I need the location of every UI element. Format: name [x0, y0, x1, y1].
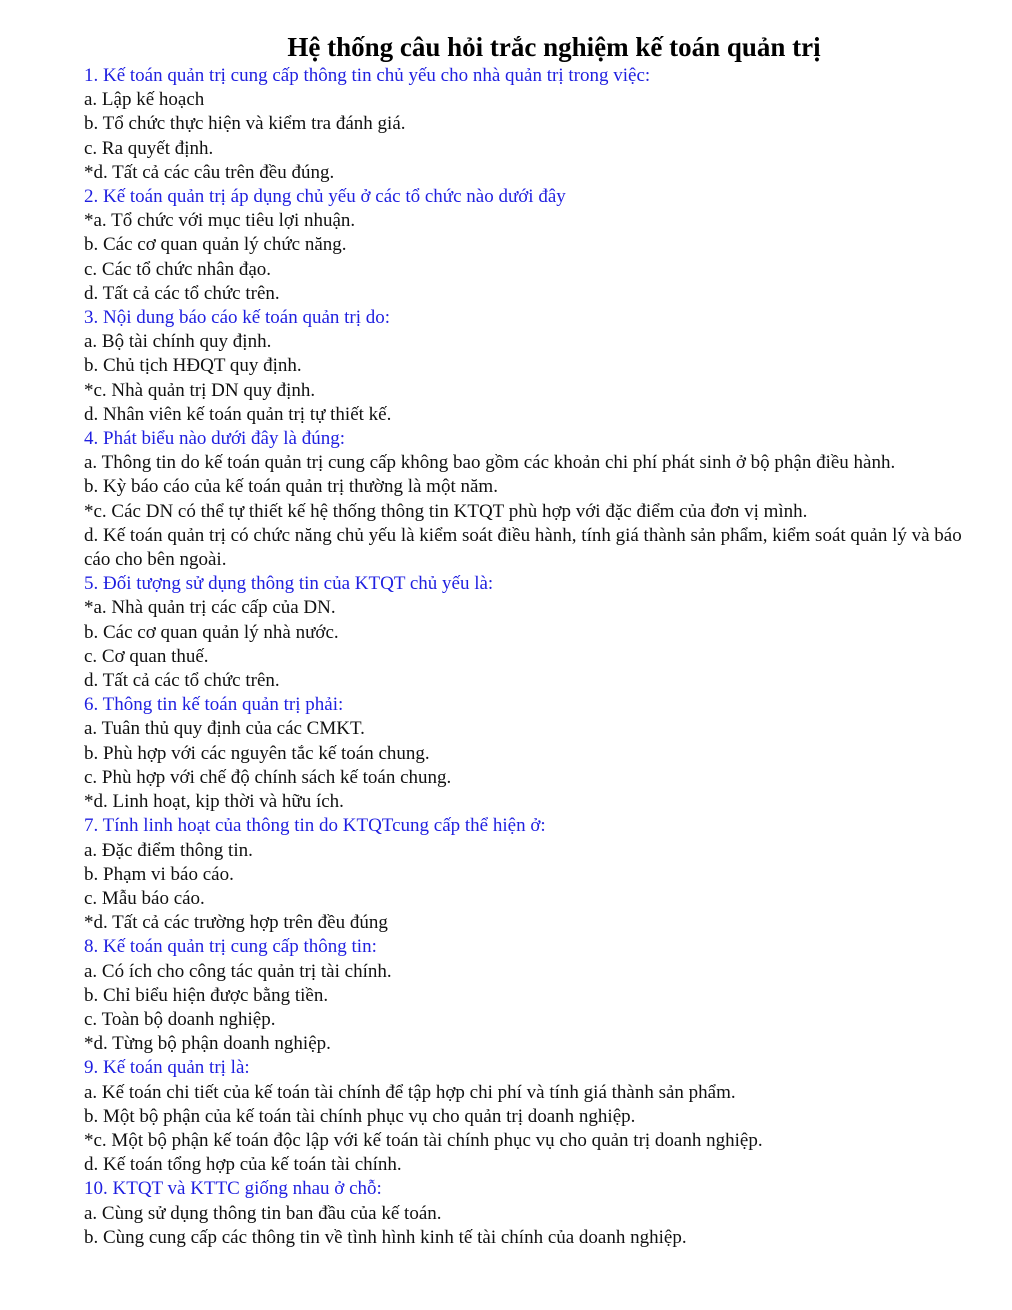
answer-option: *d. Tất cả các trường hợp trên đều đúng [84, 912, 388, 934]
answer-option: *c. Các DN có thể tự thiết kế hệ thống thông tin KTQT phù hợp với đặc điểm của đơn vị mình. [84, 500, 808, 522]
document [84, 30, 984, 1250]
question-text: 2. Kế toán quản trị áp dụng chủ yếu ở các tổ chức nào dưới đây [84, 186, 566, 208]
answer-option: *c. Một bộ phận kế toán độc lập với kế toán tài chính phục vụ cho quản trị doanh nghiệp. [84, 1129, 763, 1151]
answer-option: b. Kỳ báo cáo của kế toán quản trị thường là một năm. [84, 476, 498, 498]
question-block [84, 1056, 984, 1177]
answer-option: b. Chỉ biểu hiện được bằng tiền. [84, 984, 329, 1006]
question-block [84, 693, 984, 814]
question-block [84, 1177, 984, 1250]
question-text: 7. Tính linh hoạt của thông tin do KTQTcung cấp thể hiện ở: [84, 815, 546, 837]
question-text: 8. Kế toán quản trị cung cấp thông tin: [84, 936, 377, 958]
answer-option: a. Tuân thủ quy định của các CMKT. [84, 718, 365, 740]
question-block [84, 427, 984, 572]
question-block [84, 935, 984, 1056]
answer-option: b. Một bộ phận của kế toán tài chính phục vụ cho quản trị doanh nghiệp. [84, 1105, 636, 1127]
question-block [84, 306, 984, 427]
answer-option: b. Chủ tịch HĐQT quy định. [84, 355, 302, 377]
answer-option: c. Mẫu báo cáo. [84, 887, 205, 909]
answer-option: d. Kế toán tổng hợp của kế toán tài chính. [84, 1154, 402, 1176]
answer-option: a. Cùng sử dụng thông tin ban đầu của kế toán. [84, 1202, 442, 1224]
answer-option: a. Lập kế hoạch [84, 89, 205, 111]
question-list [84, 64, 984, 1250]
answer-option: *d. Tất cả các câu trên đều đúng. [84, 161, 335, 183]
answer-option: d. Tất cả các tổ chức trên. [84, 670, 280, 692]
answer-option: a. Đặc điểm thông tin. [84, 839, 253, 861]
answer-option: *d. Linh hoạt, kịp thời và hữu ích. [84, 791, 344, 813]
answer-option: *a. Tổ chức với mục tiêu lợi nhuận. [84, 210, 356, 232]
answer-option: b. Cùng cung cấp các thông tin về tình hình kinh tế tài chính của doanh nghiệp. [84, 1226, 687, 1248]
answer-option: a. Có ích cho công tác quản trị tài chính. [84, 960, 392, 982]
answer-option: d. Tất cả các tổ chức trên. [84, 282, 280, 304]
answer-option: b. Các cơ quan quản lý chức năng. [84, 234, 347, 256]
question-text: 3. Nội dung báo cáo kế toán quản trị do: [84, 307, 391, 329]
question-text: 5. Đối tượng sử dụng thông tin của KTQT chủ yếu là: [84, 573, 494, 595]
document-title: Hệ thống câu hỏi trắc nghiệm kế toán quản trị [287, 32, 821, 62]
question-block [84, 185, 984, 306]
question-block [84, 814, 984, 935]
answer-option: b. Phù hợp với các nguyên tắc kế toán chung. [84, 742, 430, 764]
answer-option: b. Phạm vi báo cáo. [84, 863, 234, 885]
answer-option: b. Các cơ quan quản lý nhà nước. [84, 621, 339, 643]
answer-option: c. Các tổ chức nhân đạo. [84, 258, 272, 280]
answer-option: c. Toàn bộ doanh nghiệp. [84, 1008, 276, 1030]
answer-option: c. Phù hợp với chế độ chính sách kế toán chung. [84, 766, 452, 788]
answer-option: b. Tổ chức thực hiện và kiểm tra đánh giá. [84, 113, 406, 135]
answer-option: c. Ra quyết định. [84, 137, 214, 159]
question-text: 4. Phát biểu nào dưới đây là đúng: [84, 428, 345, 450]
answer-option: *d. Từng bộ phận doanh nghiệp. [84, 1033, 331, 1055]
question-block [84, 572, 984, 693]
question-text: 10. KTQT và KTTC giống nhau ở chỗ: [84, 1178, 382, 1200]
answer-option: c. Cơ quan thuế. [84, 645, 209, 667]
question-text: 1. Kế toán quản trị cung cấp thông tin chủ yếu cho nhà quản trị trong việc: [84, 65, 651, 86]
answer-option: *c. Nhà quản trị DN quy định. [84, 379, 316, 401]
answer-option: a. Thông tin do kế toán quản trị cung cấp không bao gồm các khoản chi phí phát sinh ở bộ phận điều hành. [84, 452, 896, 474]
answer-option: d. Kế toán quản trị có chức năng chủ yếu là kiểm soát điều hành, tính giá thành sản phẩm, kiểm soát quản lý và báo cáo cho bên ngoài. [84, 524, 962, 571]
answer-option: a. Kế toán chi tiết của kế toán tài chính để tập hợp chi phí và tính giá thành sản phẩm. [84, 1081, 736, 1103]
answer-option: *a. Nhà quản trị các cấp của DN. [84, 597, 336, 619]
question-text: 9. Kế toán quản trị là: [84, 1057, 250, 1079]
question-block [84, 64, 984, 185]
answer-option: a. Bộ tài chính quy định. [84, 331, 272, 353]
answer-option: d. Nhân viên kế toán quản trị tự thiết kế. [84, 403, 392, 425]
question-text: 6. Thông tin kế toán quản trị phải: [84, 694, 344, 716]
